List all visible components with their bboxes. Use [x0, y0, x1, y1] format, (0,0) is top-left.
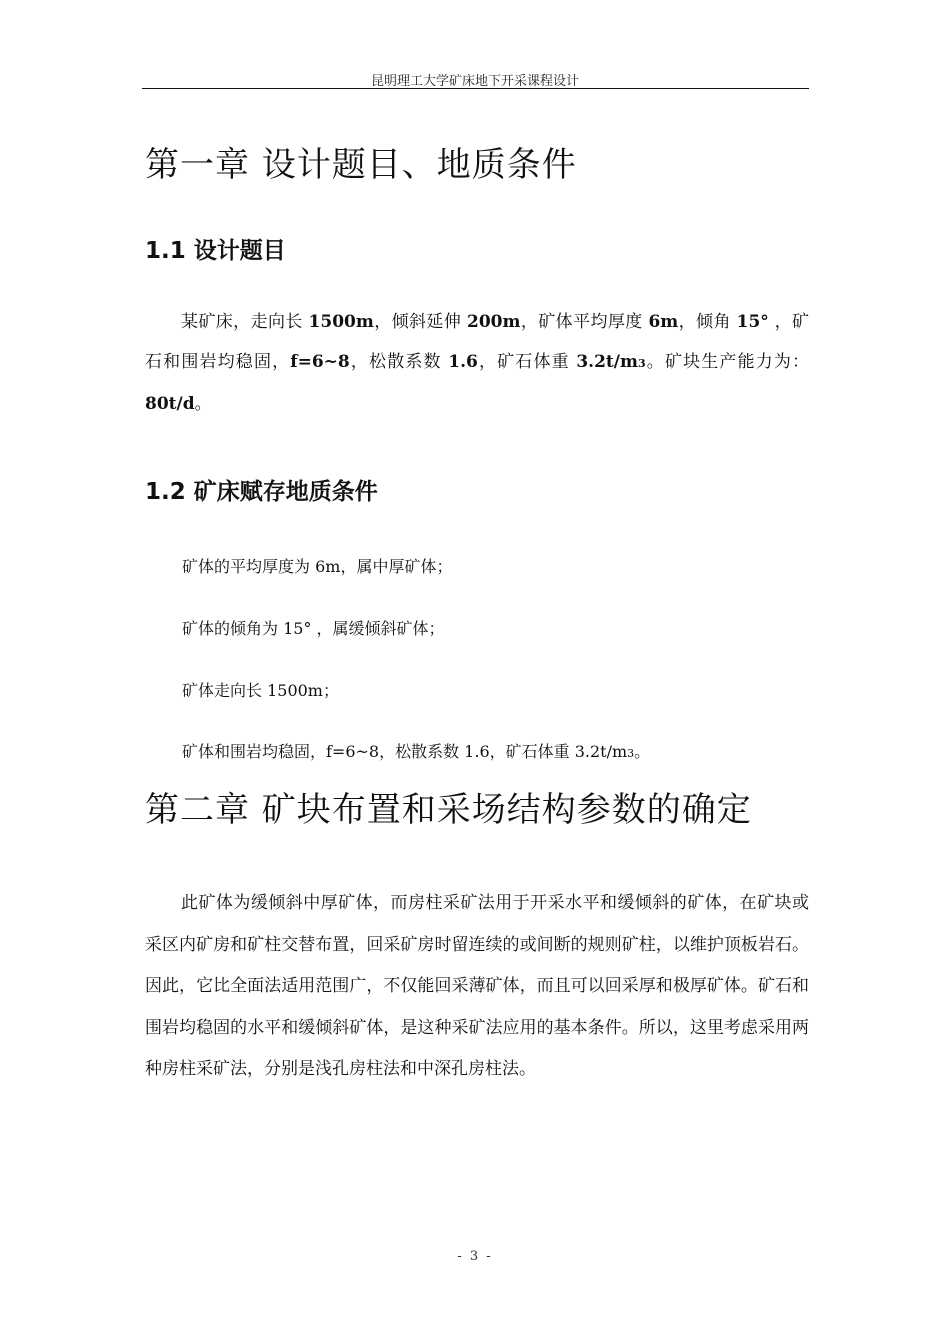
condition-line: 矿体走向长 1500m；: [182, 681, 339, 700]
section-1-1-title: 1.1 设计题目: [145, 238, 286, 264]
avg-thickness: 6m: [648, 312, 679, 332]
strike-length: 1500m: [308, 312, 374, 332]
header-rule: [142, 88, 809, 89]
hardness-f: f=6~8: [290, 352, 350, 372]
running-header: 昆明理工大学矿床地下开采课程设计: [370, 74, 579, 89]
dip-angle: 15°: [736, 312, 769, 332]
chapter-1-title: 第一章 设计题目、地质条件: [145, 145, 577, 185]
page-number: - 3 -: [457, 1249, 493, 1264]
chapter-2-title: 第二章 矿块布置和采场结构参数的确定: [145, 790, 752, 830]
dip-extension: 200m: [467, 312, 521, 332]
section-1-2-title: 1.2 矿床赋存地质条件: [145, 479, 378, 505]
loosening-coefficient: 1.6: [448, 352, 478, 372]
section-1-1-paragraph: 某矿床，走向长 1500m，倾斜延伸 200m，矿体平均厚度 6m，倾角 15° ，矿石和围岩均稳固，f=6~8，松散系数 1.6，矿石体重 3.2t/m3。矿块生产能力为：80t/d。: [145, 312, 810, 414]
chapter-2-paragraph: 此矿体为缓倾斜中厚矿体，而房柱采矿法用于开采水平和缓倾斜的矿体，在矿块或采区内矿房和矿柱交替布置，回采矿房时留连续的或间断的规则矿柱，以维护顶板岩石。因此，它比全面法适用范围广，不仅能回采薄矿体，而且可以回采厚和极厚矿体。矿石和围岩均稳固的水平和缓倾斜矿体，是这种采矿法应用的基本条件。所以，这里考虑采用两种房柱采矿法，分别是浅孔房柱法和中深孔房柱法。: [145, 893, 809, 1079]
condition-line: 矿体的平均厚度为 6m，属中厚矿体；: [182, 557, 453, 576]
condition-line: 矿体的倾角为 15° ，属缓倾斜矿体；: [182, 619, 445, 638]
ore-unit-weight: 3.2t/m: [576, 352, 638, 372]
condition-line: 矿体和围岩均稳固，f=6~8，松散系数 1.6，矿石体重 3.2t/m3。: [182, 742, 651, 761]
block-capacity: 80t/d: [145, 394, 195, 414]
